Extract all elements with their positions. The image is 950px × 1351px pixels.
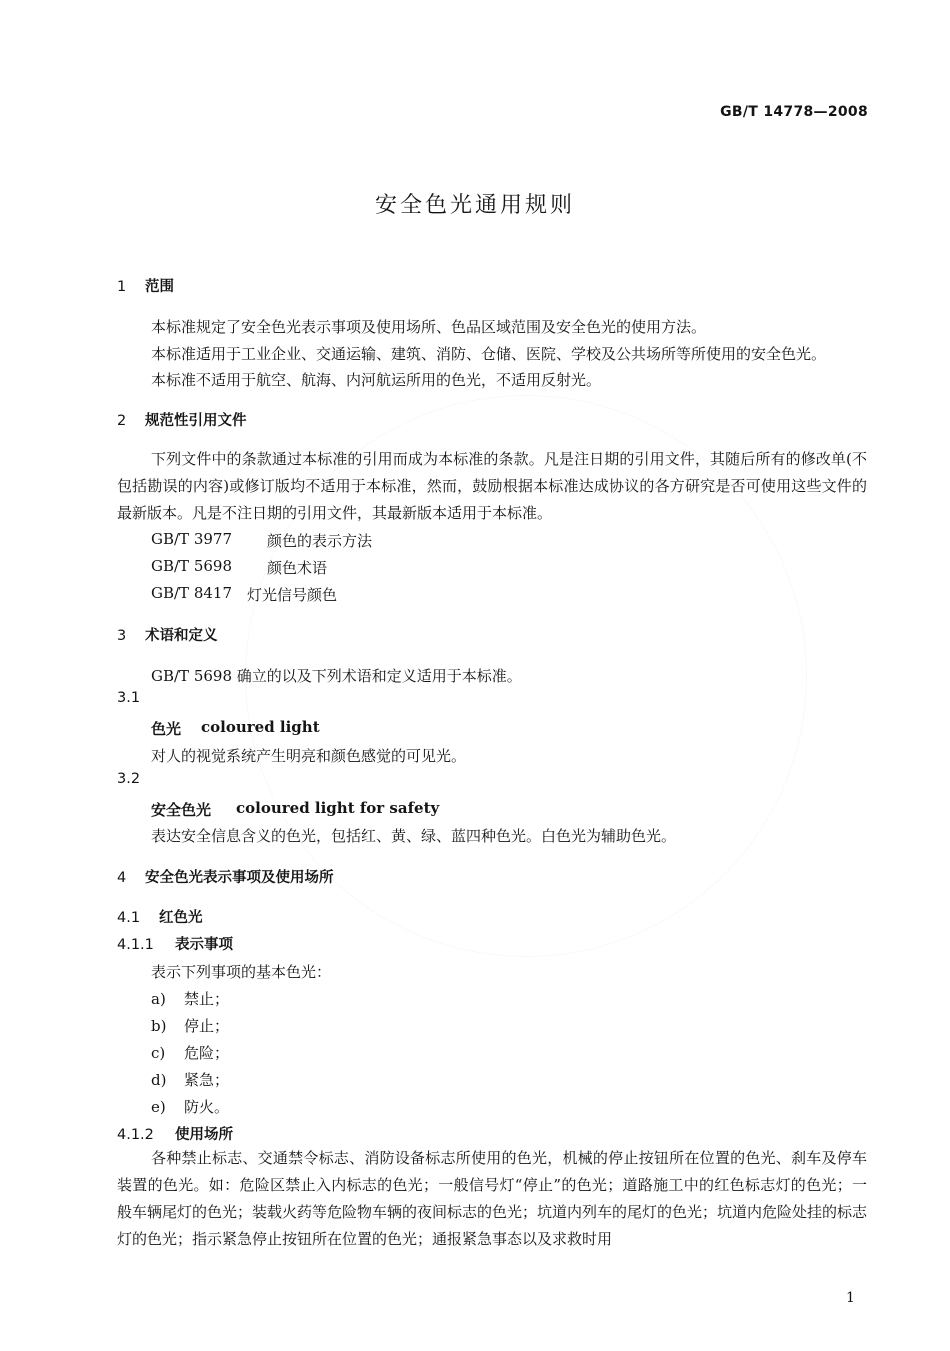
paragraph: GB/T 5698 确立的以及下列术语和定义适用于本标准。 — [151, 667, 522, 685]
list-item-label: a) — [151, 990, 166, 1008]
section-number: 1 — [117, 279, 127, 295]
list-item — [151, 1096, 229, 1117]
term-name-cn: 安全色光 — [151, 801, 212, 819]
term-definition: 对人的视觉系统产生明亮和颜色感觉的可见光。 — [151, 747, 467, 765]
term-name-en: coloured light for safety — [236, 799, 440, 817]
reference-name: 颜色术语 — [267, 559, 328, 577]
list-item — [151, 988, 229, 1009]
list-item — [151, 1069, 229, 1090]
section-title: 术语和定义 — [145, 628, 218, 644]
reference-code: GB/T 8417 — [151, 584, 233, 602]
reference-code: GB/T 5698 — [151, 557, 233, 575]
term-name-cn: 色光 — [151, 720, 182, 738]
list-item-label: b) — [151, 1017, 167, 1035]
list-item-label: e) — [151, 1098, 166, 1116]
document-title: 安全色光通用规则 — [374, 193, 575, 218]
section-title: 红色光 — [159, 910, 203, 926]
section-title: 安全色光表示事项及使用场所 — [145, 870, 334, 886]
list-item-label: d) — [151, 1071, 167, 1089]
term-number: 3.1 — [117, 690, 141, 706]
paragraph: 表示下列事项的基本色光： — [151, 963, 332, 981]
section-number: 2 — [117, 413, 127, 429]
section-number: 4 — [117, 870, 127, 886]
section-title: 使用场所 — [175, 1127, 233, 1143]
reference-code: GB/T 3977 — [151, 530, 233, 548]
section-2-heading — [117, 409, 247, 430]
paragraph: 各种禁止标志、交通禁令标志、消防设备标志所使用的色光，机械的停止按钮所在位置的色光、刹车及停车装置的色光。如：危险区禁止入内标志的色光；一般信号灯“停止”的色光；道路施工中的红色标志灯的色光；一般车辆尾灯的色光；装载火药等危险物车辆的夜间标志的色光；坑道内列车的尾灯的色光；坑道内危险处挂的标志灯的色光；指示紧急停止按钮所在位置的色光；通报紧急事态以及求救时用 — [117, 1149, 868, 1248]
section-title: 表示事项 — [175, 937, 233, 953]
list-item-text: 紧急； — [184, 1071, 230, 1089]
subsection-4-1-heading — [117, 906, 203, 927]
list-item-label: c) — [151, 1044, 166, 1062]
paragraph: 本标准适用于工业企业、交通运输、建筑、消防、仓储、医院、学校及公共场所等所使用的安全色光。 — [151, 345, 827, 363]
subsection-4-1-2-heading — [117, 1123, 233, 1144]
section-1-heading — [117, 275, 174, 296]
list-item-text: 停止； — [184, 1017, 230, 1035]
subsection-4-1-1-heading — [117, 933, 233, 954]
reference-name: 灯光信号颜色 — [247, 586, 338, 604]
paragraph: 下列文件中的条款通过本标准的引用而成为本标准的条款。凡是注日期的引用文件，其随后所有的修改单(不包括勘误的内容)或修订版均不适用于本标准，然而，鼓励根据本标准达成协议的各方研究是否可使用这些文件的最新版本。凡是不注日期的引用文件，其最新版本适用于本标准。 — [117, 450, 867, 522]
list-item-text: 危险； — [184, 1044, 230, 1062]
list-item-text: 禁止； — [184, 990, 230, 1008]
section-3-heading — [117, 624, 218, 645]
standard-code: GB/T 14778—2008 — [720, 104, 868, 120]
term-name-en: coloured light — [201, 718, 320, 736]
paragraph: 本标准规定了安全色光表示事项及使用场所、色品区域范围及安全色光的使用方法。 — [151, 318, 707, 336]
term-number: 3.2 — [117, 771, 141, 787]
section-number: 4.1.2 — [117, 1127, 154, 1143]
page-number: 1 — [846, 1290, 855, 1306]
section-number: 4.1.1 — [117, 937, 154, 953]
section-title: 规范性引用文件 — [145, 413, 247, 429]
reference-name: 颜色的表示方法 — [267, 532, 373, 550]
list-item — [151, 1015, 229, 1036]
paragraph: 本标准不适用于航空、航海、内河航运所用的色光，不适用反射光。 — [151, 371, 602, 389]
term-definition: 表达安全信息含义的色光，包括红、黄、绿、蓝四种色光。白色光为辅助色光。 — [151, 827, 677, 845]
section-title: 范围 — [145, 279, 174, 295]
section-number: 3 — [117, 628, 127, 644]
list-item — [151, 1042, 229, 1063]
section-4-heading — [117, 866, 334, 887]
list-item-text: 防火。 — [184, 1098, 230, 1116]
section-number: 4.1 — [117, 910, 141, 926]
